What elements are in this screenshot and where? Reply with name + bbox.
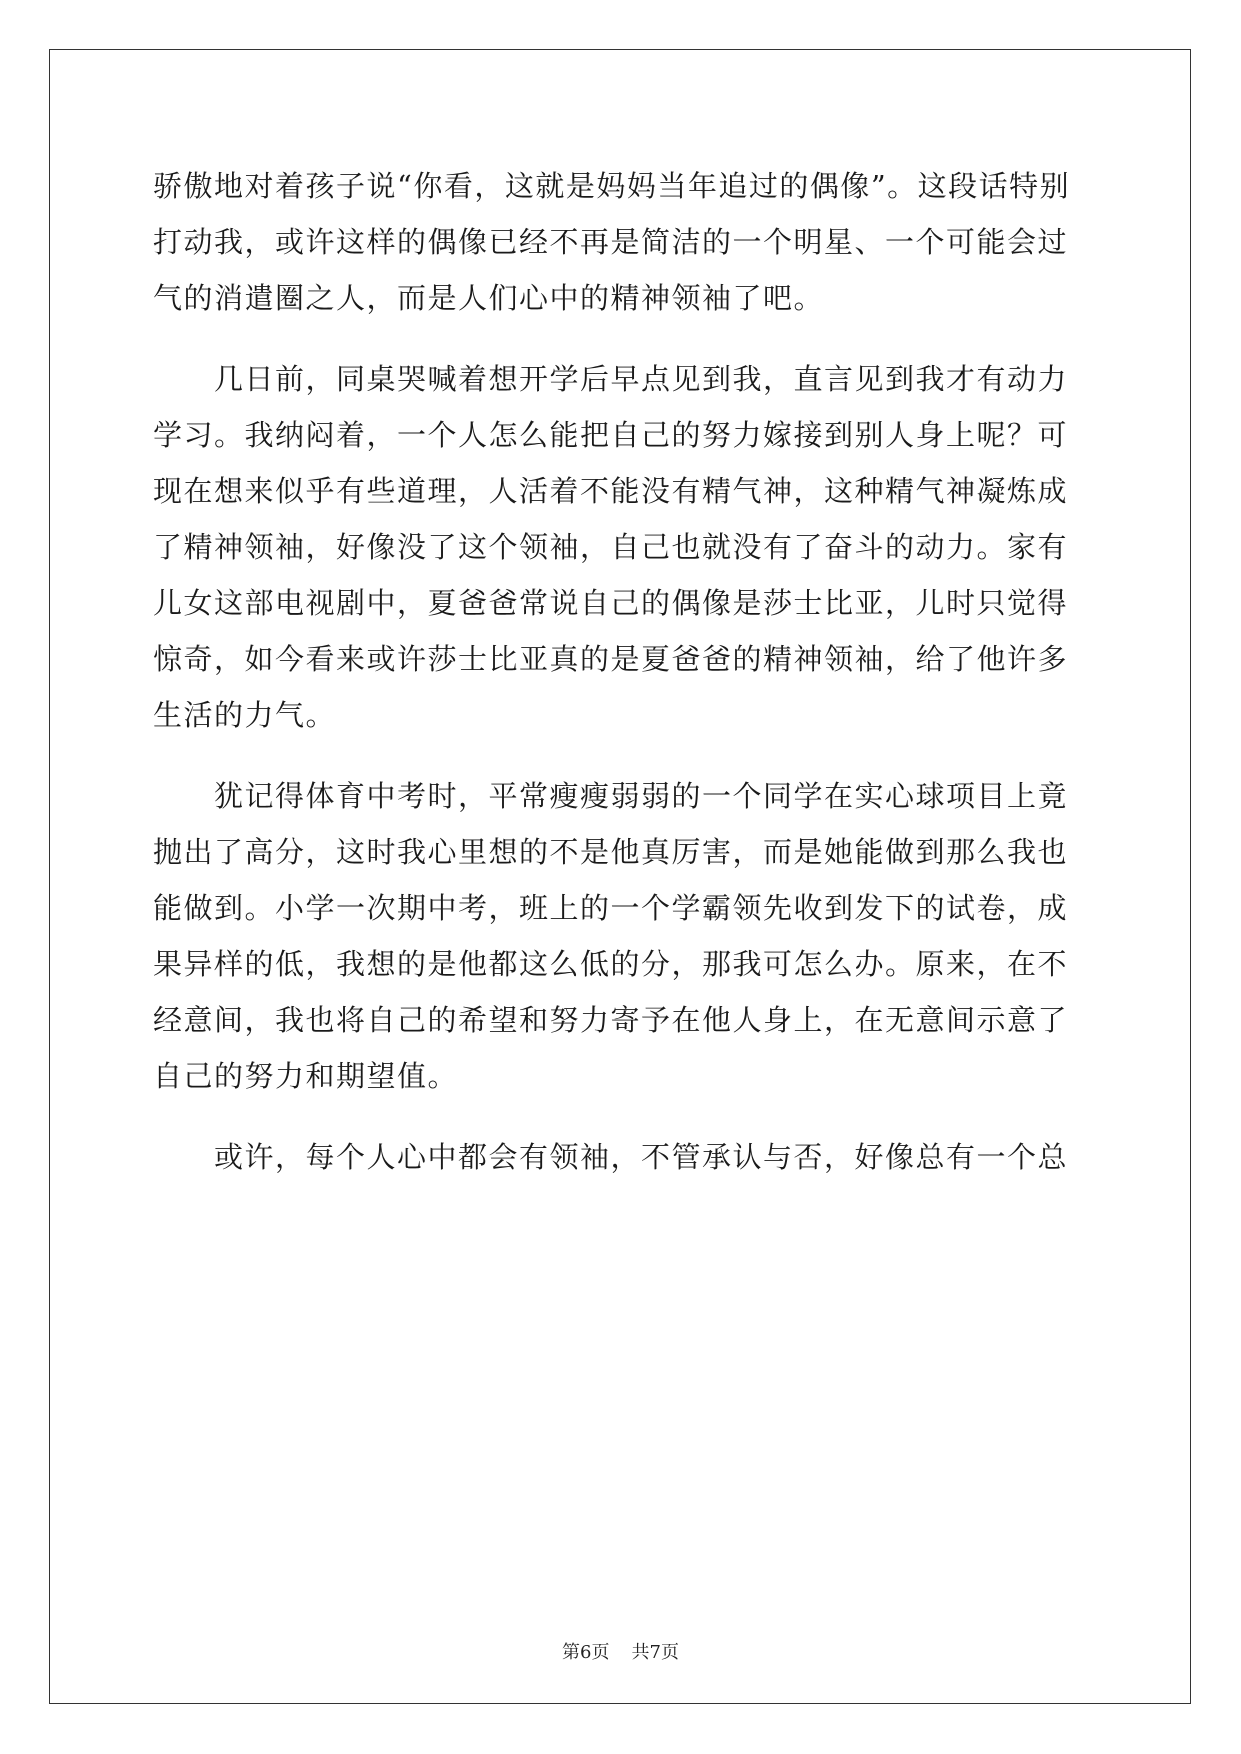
text-line: 几日前，同桌哭喊着想开学后早点见到我，直言见到我才有动力: [153, 362, 1069, 396]
paragraph: [153, 1129, 1088, 1185]
text-line: 打动我，或许这样的偶像已经不再是简洁的一个明星、一个可能会过: [153, 225, 1069, 259]
page-footer: [0, 1642, 1241, 1664]
text-line: 惊奇，如今看来或许莎士比亚真的是夏爸爸的精神领袖，给了他许多: [153, 642, 1069, 676]
text-line: 了精神领袖，好像没了这个领袖，自己也就没有了奋斗的动力。家有: [153, 530, 1069, 564]
text-line: 或许，每个人心中都会有领袖，不管承认与否，好像总有一个总: [153, 1140, 1069, 1174]
text-line: 气的消遣圈之人，而是人们心中的精神领袖了吧。: [153, 281, 825, 315]
text-line: 学习。我纳闷着，一个人怎么能把自己的努力嫁接到别人身上呢？可: [153, 418, 1069, 452]
paragraph: [153, 351, 1088, 743]
text-line: 现在想来似乎有些道理，人活着不能没有精气神，这种精气神凝炼成: [153, 474, 1069, 508]
text-line: 犹记得体育中考时，平常瘦瘦弱弱的一个同学在实心球项目上竟: [153, 779, 1069, 813]
text-line: 果异样的低，我想的是他都这么低的分，那我可怎么办。原来，在不: [153, 947, 1069, 981]
paragraph: [153, 158, 1088, 326]
paragraph: [153, 768, 1088, 1104]
page-number: 第6页: [562, 1642, 610, 1663]
text-line: 生活的力气。: [153, 698, 337, 732]
text-line: 自己的努力和期望值。: [153, 1059, 459, 1093]
text-line: 能做到。小学一次期中考，班上的一个学霸领先收到发下的试卷，成: [153, 891, 1069, 925]
text-line: 骄傲地对着孩子说“你看，这就是妈妈当年追过的偶像”。这段话特别: [153, 169, 1071, 203]
page-total: 共7页: [631, 1642, 679, 1663]
text-line: 经意间，我也将自己的希望和努力寄予在他人身上，在无意间示意了: [153, 1003, 1069, 1037]
document-body: [153, 158, 1088, 1185]
text-line: 抛出了高分，这时我心里想的不是他真厉害，而是她能做到那么我也: [153, 835, 1069, 869]
text-line: 儿女这部电视剧中，夏爸爸常说自己的偶像是莎士比亚，儿时只觉得: [153, 586, 1069, 620]
